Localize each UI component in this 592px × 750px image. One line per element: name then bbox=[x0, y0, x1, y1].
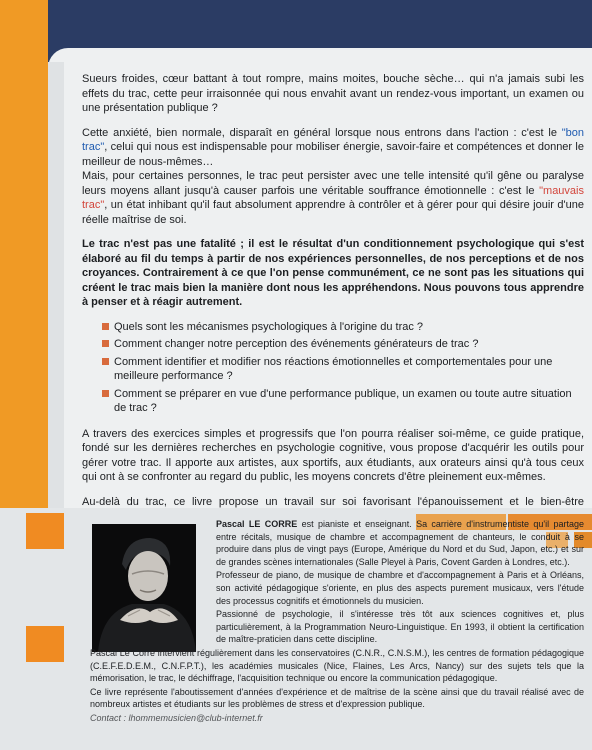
bio-paragraph-3: Passionné de psychologie, il s'intéresse très tôt aux sciences cognitives et, plus particulièrement, à la Programmation Neuro-Linguistique. En 1993, il obtient la certification de maître-praticien dans cette discipline. bbox=[216, 609, 584, 645]
key-message-paragraph: Le trac n'est pas une fatalité ; il est le résultat d'un conditionnement psychologique qui s'est élaboré au fil du temps à partir de nos expériences personnelles, de nos perceptions et de nos croyances. Contrairement à ce que l'on pense communément, ce ne sont pas les situations qui créent le trac mais bien la manière dont nous les appréhendons. Nous pouvons tous apprendre à penser et à réagir autrement. bbox=[82, 238, 584, 308]
questions-list bbox=[102, 320, 584, 416]
list-item: Comment changer notre perception des événements générateurs de trac ? bbox=[102, 337, 584, 352]
decorative-orange-block bbox=[26, 513, 64, 549]
list-item: Quels sont les mécanismes psychologiques à l'origine du trac ? bbox=[102, 320, 584, 335]
list-item: Comment se préparer en vue d'une performance publique, un examen ou toute autre situation de trac ? bbox=[102, 387, 584, 416]
bon-trac-highlight: "bon trac" bbox=[82, 126, 584, 153]
square-bullet-icon bbox=[102, 340, 109, 347]
bio-paragraph-5: Ce livre représente l'aboutissement d'années d'expérience et de maîtrise de la scène ainsi que du travail réalisé avec de nombreux artistes et étudiants sur les problèmes de stress et d'expression publique. bbox=[90, 686, 584, 710]
bio-paragraph-2: Professeur de piano, de musique de chambre et d'accompagnement à Paris et à Orléans, son activité pédagogique s'oriente, en plus des aspects purement musicaux, vers l'étude des processus cognitifs et émotionnels du musicien. bbox=[216, 570, 584, 606]
author-contact: Contact : lhommemusicien@club-internet.fr bbox=[90, 712, 263, 723]
author-biography bbox=[90, 518, 584, 726]
intro-paragraph-2: Cette anxiété, bien normale, disparaît en général lorsque nous entrons dans l'action : c'est le "bon trac", celui qui nous est indispensable pour mobiliser énergie, savoir-faire et compétences et donner le meilleur de nous-mêmes… Mais, pour certaines personnes, le trac peut persister avec une telle intensité qu'il gêne ou paralyse leurs moyens allant jusqu'à causer parfois une véritable souffrance émotionnelle : c'est le "mauvais trac", un état inhibant qu'il faut absolument apprendre à contrôler et à gérer pour qui désire jouir d'une réelle maîtrise de soi. bbox=[82, 126, 584, 226]
author-name: Pascal LE CORRE bbox=[216, 519, 298, 529]
method-paragraph: A travers des exercices simples et progressifs que l'on pourra réaliser soi-même, ce guide pratique, fondé sur les dernières recherches en psychologie cognitive, vous propose d'acquérir les outils pour gérer votre trac. Il apporte aux artistes, aux sportifs, aux étudiants, aux orateurs ainsi qu'à tous ceux qui ont à se confronter au regard du public, les moyens concrets d'être pleinement eux-mêmes. bbox=[82, 427, 584, 483]
square-bullet-icon bbox=[102, 358, 109, 365]
square-bullet-icon bbox=[102, 390, 109, 397]
list-item: Comment identifier et modifier nos réactions émotionnelles et comportementales pour une meilleure performance ? bbox=[102, 355, 584, 384]
mauvais-trac-highlight: "mauvais trac" bbox=[82, 184, 584, 211]
decorative-orange-block bbox=[26, 626, 64, 662]
beyond-paragraph: Au-delà du trac, ce livre propose un travail sur soi favorisant l'épanouissement et le bien-être bbox=[82, 495, 584, 508]
bio-paragraph-4: Pascal Le Corre intervient régulièrement dans les conservatoires (C.N.R., C.N.S.M.), les centres de formation pédagogique (C.E.F.E.D.E.M., C.N.F.P.T.), les académies musicales (Nice, Flaines, Les Arcs, Nancy) sur des sujets tels que la mémorisation, le trac, le déchiffrage, l'acquisition technique ou encore la communication pédagogique. bbox=[90, 647, 584, 684]
back-cover-text bbox=[82, 72, 584, 534]
square-bullet-icon bbox=[102, 323, 109, 330]
bio-paragraph-1: Pascal LE CORRE est pianiste et enseignant. Sa carrière d'instrumentiste qu'il partage entre récitals, musique de chambre et accompagnement de chanteurs, le conduit à se produire dans plus de vingt pays (Europe, Amérique du Nord et du Sud, Japon, etc.) et sur de grandes scènes internationales (Salle Pleyel à Paris, Covent Garden à Londres, etc.). bbox=[216, 519, 584, 567]
intro-paragraph-1: Sueurs froides, cœur battant à tout rompre, mains moites, bouche sèche… qui n'a jamais subi les effets du trac, cette peur irraisonnée qui nous envahit avant un rendez-vous important, un examen ou une présentation publique ? bbox=[82, 73, 584, 114]
